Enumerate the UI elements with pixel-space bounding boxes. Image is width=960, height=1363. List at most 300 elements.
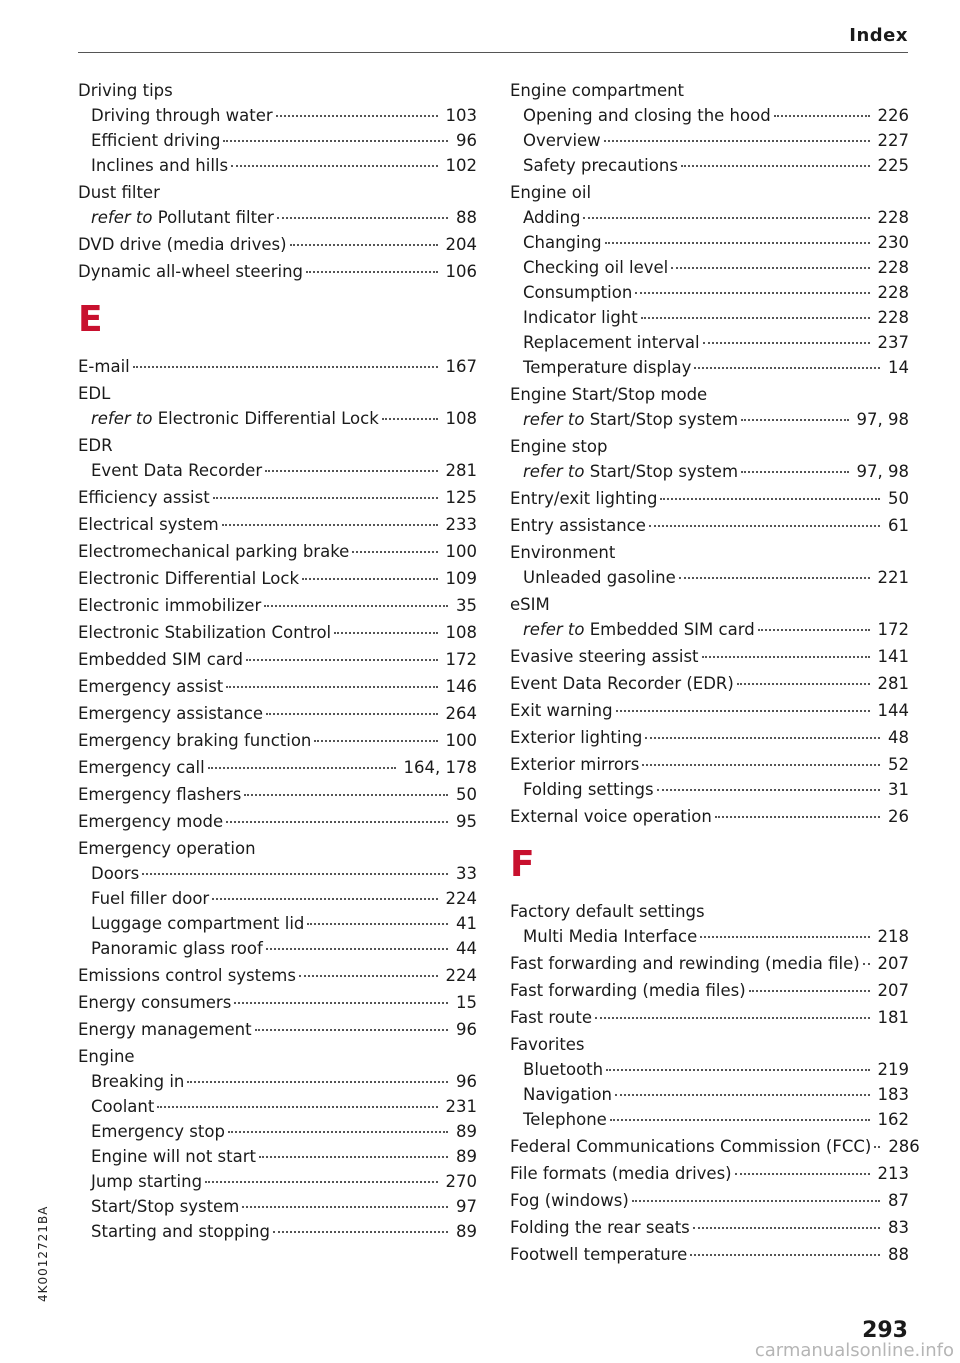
entry-term-text: Engine will not start [91,1147,256,1166]
entry-page-ref: 41 [456,914,477,933]
dot-leader [266,948,448,950]
index-subentry [510,280,909,305]
dot-leader [276,115,438,117]
dot-leader [334,632,437,634]
dot-leader [205,1181,437,1183]
index-subentry [510,355,909,380]
dot-leader [213,497,438,499]
page-title: Index [849,25,908,46]
dot-leader [874,1146,880,1148]
entry-term [78,232,287,257]
entry-page-ref: 50 [888,489,909,508]
entry-page-ref: 48 [888,728,909,747]
dot-leader [302,578,437,580]
index-subentry [78,103,477,128]
entry-page-ref: 162 [877,1110,909,1129]
entry-term-text: Fast forwarding (media files) [510,981,746,1000]
entry-term-text: Emergency mode [78,812,224,831]
entry-page-ref: 207 [877,954,909,973]
index-heading: Factory default settings [510,902,705,921]
entry-page-ref: 61 [888,516,909,535]
entry-term [510,1188,629,1213]
index-entry [510,1134,920,1159]
cross-reference-prefix: refer to [523,462,585,481]
dot-leader [737,683,870,685]
entry-term-text: Efficient driving [91,131,221,150]
entry-page-ref: 230 [877,233,909,252]
entry-page-ref: 237 [877,333,909,352]
dot-leader [694,367,880,369]
dot-leader [244,794,448,796]
index-entry [78,259,477,284]
index-entry [78,963,477,988]
dot-leader [231,165,437,167]
entry-term [78,701,263,726]
index-heading: Emergency operation [78,839,256,858]
index-entry [510,1215,909,1240]
index-subentry [510,305,909,330]
entry-term-text: Fog (windows) [510,1191,629,1210]
entry-term [78,620,331,645]
index-subentry [78,1094,477,1119]
entry-page-ref: 125 [445,488,477,507]
cross-reference-prefix: refer to [91,208,153,227]
dot-leader [606,1069,869,1071]
dot-leader [615,1094,870,1096]
entry-term-text: Doors [91,864,140,883]
index-subentry [78,886,477,911]
entry-page-ref: 87 [888,1191,909,1210]
dot-leader [264,605,448,607]
entry-term [78,1017,252,1042]
entry-term-text: Footwell temperature [510,1245,688,1264]
index-entry [510,644,909,669]
entry-term [91,861,139,886]
dot-leader [242,1206,448,1208]
entry-term-text: File formats (media drives) [510,1164,732,1183]
index-subentry [78,128,477,153]
index-subentry [510,205,909,230]
entry-term [91,936,263,961]
entry-page-ref: 97, 98 [856,462,909,481]
entry-page-ref: 228 [877,208,909,227]
entry-page-ref: 83 [888,1218,909,1237]
cross-reference-prefix: refer to [523,410,585,429]
entry-page-ref: 141 [877,647,909,666]
dot-leader [266,713,437,715]
dot-leader [715,816,880,818]
index-entry [510,978,909,1003]
entry-page-ref: 96 [456,131,477,150]
index-heading: Engine compartment [510,81,685,100]
entry-term [510,1161,732,1186]
entry-term [91,886,209,911]
entry-term [78,593,261,618]
entry-page-ref: 213 [877,1164,909,1183]
entry-term [91,205,274,230]
entry-term-text: Electronic Differential Lock [157,409,379,428]
entry-term [78,755,205,780]
entry-term [78,728,311,753]
dot-leader [382,418,438,420]
index-heading: Engine Start/Stop mode [510,385,708,404]
entry-term-text: Folding settings [523,780,654,799]
entry-term-text: Driving through water [91,106,273,125]
entry-term [91,1119,225,1144]
entry-page-ref: 286 [888,1137,920,1156]
index-heading: Favorites [510,1035,585,1054]
index-subentry [510,1107,909,1132]
index-heading: EDL [78,384,111,403]
dot-leader [657,789,880,791]
index-subentry [510,617,909,642]
index-subentry [510,1057,909,1082]
index-subentry [78,1119,477,1144]
entry-term [510,698,613,723]
index-subentry [78,861,477,886]
index-entry [78,354,477,379]
entry-term-text: Embedded SIM card [78,650,243,669]
index-entry [78,539,477,564]
index-subentry [78,1069,477,1094]
entry-term-text: Electronic Differential Lock [78,569,300,588]
entry-term-text: Emergency flashers [78,785,242,804]
entry-term [523,103,771,128]
entry-term-text: Telephone [523,1110,607,1129]
entry-page-ref: 167 [445,357,477,376]
page-number: 293 [862,1318,908,1343]
dot-leader [352,551,437,553]
entry-page-ref: 26 [888,807,909,826]
entry-term-text: Fast route [510,1008,592,1027]
entry-term-text: Multi Media Interface [523,927,698,946]
entry-page-ref: 89 [456,1222,477,1241]
entry-page-ref: 204 [445,235,477,254]
entry-term [91,1219,270,1244]
index-entry [510,1242,909,1267]
entry-term-text: Event Data Recorder (EDR) [510,674,734,693]
entry-page-ref: 88 [888,1245,909,1264]
entry-term [523,205,580,230]
spacer [510,829,909,847]
index-entry [510,752,909,777]
index-subentry [78,1219,477,1244]
entry-page-ref: 52 [888,755,909,774]
dot-leader [583,217,869,219]
index-heading: Engine oil [510,183,592,202]
dot-leader [610,1119,870,1121]
index-subentry [78,1144,477,1169]
entry-term-text: Federal Communications Commission (FCC) [510,1137,872,1156]
index-subentry [510,1082,909,1107]
entry-term [510,725,642,750]
entry-term [510,951,860,976]
entry-term-text: Entry/exit lighting [510,489,658,508]
index-entry [510,1161,909,1186]
entry-term [523,1057,603,1082]
index-entry [78,1017,477,1042]
entry-term [78,566,299,591]
index-subentry [510,777,909,802]
entry-term [523,407,738,432]
index-heading: Driving tips [78,81,173,100]
entry-term-text: Folding the rear seats [510,1218,690,1237]
entry-term [523,777,654,802]
dot-leader [679,577,870,579]
entry-term-text: Start/Stop system [589,410,739,429]
entry-page-ref: 221 [877,568,909,587]
entry-term [91,1169,202,1194]
entry-term [91,911,304,936]
entry-page-ref: 44 [456,939,477,958]
entry-term-text: E-mail [78,357,130,376]
entry-term [523,924,697,949]
index-entry [510,671,909,696]
index-entry [510,698,909,723]
entry-page-ref: 224 [445,889,477,908]
index-entry [78,512,477,537]
entry-page-ref: 97, 98 [856,410,909,429]
entry-page-ref: 164, 178 [403,758,477,777]
entry-term-text: Emergency braking function [78,731,312,750]
entry-term-text: Start/Stop system [589,462,739,481]
entry-page-ref: 97 [456,1197,477,1216]
entry-page-ref: 89 [456,1147,477,1166]
dot-leader [741,419,848,421]
index-subentry [78,153,477,178]
entry-page-ref: 109 [445,569,477,588]
index-subentry [78,1194,477,1219]
dot-leader [212,898,437,900]
entry-page-ref: 35 [456,596,477,615]
entry-page-ref: 228 [877,308,909,327]
entry-term [510,1005,592,1030]
index-column-right [510,76,920,1267]
entry-term [91,103,273,128]
index-subentry [78,406,477,431]
entry-page-ref: 100 [445,542,477,561]
entry-term [523,565,676,590]
index-entry [510,486,909,511]
dot-leader [700,936,869,938]
entry-term-text: Opening and closing the hood [523,106,771,125]
entry-term-text: Emergency call [78,758,205,777]
entry-page-ref: 95 [456,812,477,831]
entry-term-text: Emergency assist [78,677,224,696]
entry-term [78,990,231,1015]
dot-leader [259,1156,448,1158]
dot-leader [208,767,396,769]
entry-term [91,1144,256,1169]
index-subentry [78,911,477,936]
dot-leader [265,470,437,472]
watermark-text: carmanualsonline.info [754,1340,954,1361]
entry-page-ref: 281 [877,674,909,693]
entry-term-text: Safety precautions [523,156,678,175]
entry-term [510,671,734,696]
dot-leader [604,140,870,142]
entry-term-text: Adding [523,208,581,227]
dot-leader [642,764,880,766]
entry-term [91,458,262,483]
entry-term [78,674,223,699]
entry-page-ref: 144 [877,701,909,720]
dot-leader [595,1017,870,1019]
index-entry [510,513,909,538]
dot-leader [645,737,880,739]
entry-term [510,1134,871,1159]
document-code: 4K0012721BA [36,1205,50,1302]
entry-page-ref: 146 [445,677,477,696]
index-entry [78,566,477,591]
entry-term [510,513,646,538]
dot-leader [690,1254,880,1256]
entry-page-ref: 172 [877,620,909,639]
dot-leader [314,740,437,742]
entry-term-text: DVD drive (media drives) [78,235,287,254]
entry-term [510,804,712,829]
entry-page-ref: 33 [456,864,477,883]
entry-term [523,305,638,330]
dot-leader [632,1200,880,1202]
entry-term-text: Event Data Recorder [91,461,263,480]
entry-term [78,259,303,284]
index-entry [78,990,477,1015]
index-subentry [510,924,909,949]
index-entry [78,728,477,753]
index-subentry [510,230,909,255]
entry-term-text: Fuel filler door [91,889,210,908]
entry-term [78,512,219,537]
dot-leader [681,165,870,167]
entry-term-text: Unleaded gasoline [523,568,676,587]
index-heading: Environment [510,543,616,562]
index-entry [78,674,477,699]
dot-leader [863,963,870,965]
entry-term [78,963,296,988]
entry-term-text: Efficiency assist [78,488,210,507]
index-entry [78,647,477,672]
entry-term [523,255,668,280]
dot-leader [246,659,438,661]
dot-leader [222,524,438,526]
entry-term-text: Replacement interval [523,333,700,352]
entry-term [523,153,678,178]
dot-leader [641,317,870,319]
index-heading: EDR [78,436,113,455]
dot-leader [735,1173,870,1175]
entry-term-text: Exit warning [510,701,613,720]
spacer [510,883,909,897]
entry-page-ref: 172 [445,650,477,669]
dot-leader [660,498,880,500]
entry-term-text: Indicator light [523,308,638,327]
entry-page-ref: 96 [456,1020,477,1039]
entry-term [510,644,699,669]
index-subentry [510,459,909,484]
index-entry [510,1188,909,1213]
index-heading: eSIM [510,595,550,614]
dot-leader [774,115,870,117]
header-divider [78,52,908,53]
entry-term-text: Pollutant filter [157,208,274,227]
index-entry [78,809,477,834]
index-entry [510,1005,909,1030]
entry-term-text: Exterior lighting [510,728,643,747]
section-letter: E [78,299,103,340]
entry-term [91,128,220,153]
entry-term-text: Exterior mirrors [510,755,640,774]
entry-term-text: Electronic immobilizer [78,596,262,615]
entry-term [78,539,349,564]
dot-leader [273,1231,448,1233]
entry-page-ref: 233 [445,515,477,534]
dot-leader [671,267,869,269]
dot-leader [157,1106,437,1108]
entry-term-text: Changing [523,233,602,252]
entry-page-ref: 231 [445,1097,477,1116]
index-heading: Dust filter [78,183,160,202]
dot-leader [226,686,437,688]
index-subentry [78,205,477,230]
entry-page-ref: 264 [445,704,477,723]
cross-reference-prefix: refer to [523,620,585,639]
section-letter: F [510,844,535,885]
entry-term-text: Jump starting [91,1172,203,1191]
entry-term [91,1069,184,1094]
dot-leader [226,821,448,823]
index-entry [510,725,909,750]
dot-leader [741,471,848,473]
entry-page-ref: 102 [445,156,477,175]
dot-leader [758,629,870,631]
dot-leader [223,140,448,142]
entry-term [523,459,738,484]
entry-term-text: Start/Stop system [91,1197,240,1216]
entry-term-text: Fast forwarding and rewinding (media file) [510,954,860,973]
entry-term-text: Overview [523,131,601,150]
entry-term [78,809,223,834]
index-entry [78,755,477,780]
dot-leader [693,1227,880,1229]
index-entry [78,620,477,645]
index-subentry [78,458,477,483]
dot-leader [255,1029,448,1031]
entry-page-ref: 89 [456,1122,477,1141]
entry-term [523,617,755,642]
entry-term-text: Breaking in [91,1072,185,1091]
entry-term-text: Navigation [523,1085,612,1104]
entry-page-ref: 226 [877,106,909,125]
entry-term-text: Panoramic glass roof [91,939,263,958]
entry-term-text: Electromechanical parking brake [78,542,350,561]
dot-leader [234,1002,448,1004]
entry-page-ref: 88 [456,208,477,227]
entry-term-text: Emergency assistance [78,704,264,723]
entry-term [91,1194,239,1219]
dot-leader [299,975,438,977]
entry-page-ref: 183 [877,1085,909,1104]
dot-leader [306,271,438,273]
dot-leader [649,525,880,527]
entry-page-ref: 108 [445,623,477,642]
entry-term-text: Temperature display [523,358,692,377]
entry-term-text: Embedded SIM card [589,620,755,639]
entry-term [510,978,746,1003]
entry-term [523,230,602,255]
entry-page-ref: 207 [877,981,909,1000]
entry-term-text: Inclines and hills [91,156,229,175]
